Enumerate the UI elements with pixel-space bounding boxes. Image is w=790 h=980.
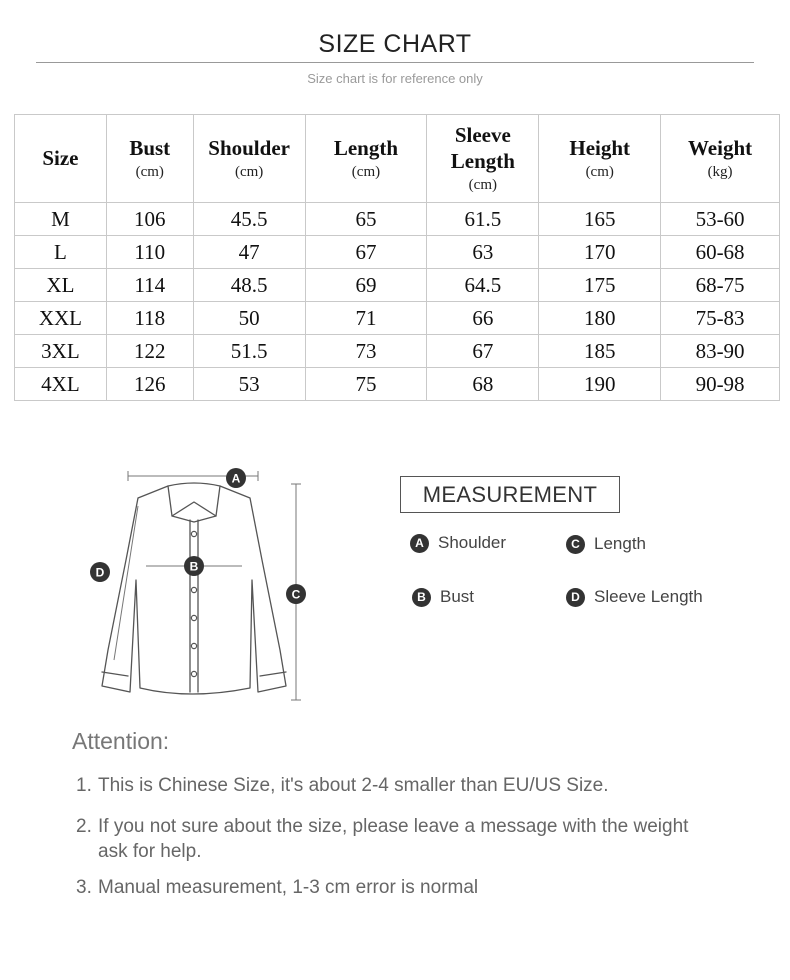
svg-text:A: A — [231, 471, 241, 486]
cell-length: 65 — [305, 203, 427, 236]
table-row — [15, 335, 780, 368]
cell-size: M — [15, 203, 107, 236]
cell-size: XXL — [15, 302, 107, 335]
title-divider — [36, 62, 754, 63]
page-title: SIZE CHART — [318, 30, 472, 58]
cell-shoulder: 50 — [193, 302, 305, 335]
note-text: Manual measurement, 1-3 cm error is normal — [98, 877, 479, 898]
legend-item-shoulder — [410, 533, 506, 553]
cell-size: 3XL — [15, 335, 107, 368]
attention-note — [76, 773, 736, 798]
cell-bust: 122 — [106, 335, 193, 368]
col-header-sleeve-length: Sleeve Length (cm) — [427, 115, 539, 203]
legend-item-sleeve-length — [566, 587, 703, 607]
col-header-bust: Bust (cm) — [106, 115, 193, 203]
cell-sleeve-length: 61.5 — [427, 203, 539, 236]
marker-c-icon: C — [566, 535, 585, 554]
col-unit: (cm) — [234, 164, 264, 181]
cell-shoulder: 51.5 — [193, 335, 305, 368]
cell-bust: 110 — [106, 236, 193, 269]
cell-height: 170 — [539, 236, 661, 269]
cell-height: 165 — [539, 203, 661, 236]
cell-weight: 68-75 — [661, 269, 780, 302]
size-table — [14, 114, 780, 401]
table-row — [15, 269, 780, 302]
cell-size: 4XL — [15, 368, 107, 401]
col-header-weight: Weight (kg) — [661, 115, 780, 203]
table-row — [15, 368, 780, 401]
col-header-shoulder: Shoulder (cm) — [193, 115, 305, 203]
svg-text:B: B — [189, 559, 199, 574]
col-unit: (kg) — [707, 164, 733, 181]
shirt-buttons — [191, 531, 196, 676]
cell-bust: 126 — [106, 368, 193, 401]
shirt-diagram — [80, 460, 330, 710]
cell-weight: 90-98 — [661, 368, 780, 401]
marker-c-icon — [286, 584, 306, 604]
cell-weight: 75-83 — [661, 302, 780, 335]
cell-sleeve-length: 68 — [427, 368, 539, 401]
table-header-row — [15, 115, 780, 203]
table-row — [15, 236, 780, 269]
cell-sleeve-length: 66 — [427, 302, 539, 335]
sleeve-measure-line — [114, 506, 138, 660]
cell-height: 185 — [539, 335, 661, 368]
shirt-collar — [168, 483, 220, 516]
cell-sleeve-length: 63 — [427, 236, 539, 269]
cell-length: 75 — [305, 368, 427, 401]
cell-weight: 53-60 — [661, 203, 780, 236]
cell-shoulder: 47 — [193, 236, 305, 269]
col-header-height: Height (cm) — [539, 115, 661, 203]
cell-length: 69 — [305, 269, 427, 302]
cell-bust: 106 — [106, 203, 193, 236]
cell-shoulder: 45.5 — [193, 203, 305, 236]
measurement-title: MEASUREMENT — [400, 476, 620, 513]
legend-label: Sleeve Length — [594, 587, 703, 606]
legend-label: Bust — [440, 587, 475, 606]
cell-length: 67 — [305, 236, 427, 269]
cell-weight: 60-68 — [661, 236, 780, 269]
cell-bust: 118 — [106, 302, 193, 335]
cell-bust: 114 — [106, 269, 193, 302]
marker-a-icon — [226, 468, 246, 488]
attention-note — [76, 875, 736, 900]
svg-text:D: D — [95, 565, 105, 580]
marker-b-icon: B — [412, 588, 431, 607]
table-row — [15, 302, 780, 335]
legend-item-length — [566, 534, 646, 554]
cell-size: L — [15, 236, 107, 269]
note-number: 3. — [76, 877, 92, 898]
cell-shoulder: 53 — [193, 368, 305, 401]
note-number: 1. — [76, 775, 92, 796]
table-row — [15, 203, 780, 236]
legend-label: Length — [594, 534, 646, 553]
cell-weight: 83-90 — [661, 335, 780, 368]
cell-height: 175 — [539, 269, 661, 302]
note-text: This is Chinese Size, it's about 2-4 smaller than EU/US Size. — [98, 775, 609, 796]
note-text: If you not sure about the size, please leave a message with the weight ask for help. — [98, 816, 689, 862]
col-unit: (cm) — [468, 176, 497, 193]
marker-d-icon: D — [566, 588, 585, 607]
marker-b-icon — [184, 556, 204, 576]
page-subtitle: Size chart is for reference only — [307, 71, 483, 86]
cell-length: 71 — [305, 302, 427, 335]
attention-note — [76, 814, 736, 864]
cell-shoulder: 48.5 — [193, 269, 305, 302]
legend-item-bust — [412, 587, 474, 607]
cell-size: XL — [15, 269, 107, 302]
cell-sleeve-length: 67 — [427, 335, 539, 368]
marker-a-icon: A — [410, 534, 429, 553]
marker-d-icon — [90, 562, 110, 582]
cell-height: 190 — [539, 368, 661, 401]
svg-text:C: C — [291, 587, 301, 602]
col-unit: (cm) — [135, 164, 164, 181]
note-number: 2. — [76, 816, 92, 837]
cell-length: 73 — [305, 335, 427, 368]
legend-label: Shoulder — [438, 533, 507, 552]
cell-sleeve-length: 64.5 — [427, 269, 539, 302]
col-header-size: Size — [15, 115, 107, 203]
attention-heading: Attention: — [72, 728, 170, 754]
col-unit: (cm) — [585, 164, 614, 181]
col-unit: (cm) — [351, 164, 381, 181]
cell-height: 180 — [539, 302, 661, 335]
col-header-length: Length (cm) — [305, 115, 427, 203]
